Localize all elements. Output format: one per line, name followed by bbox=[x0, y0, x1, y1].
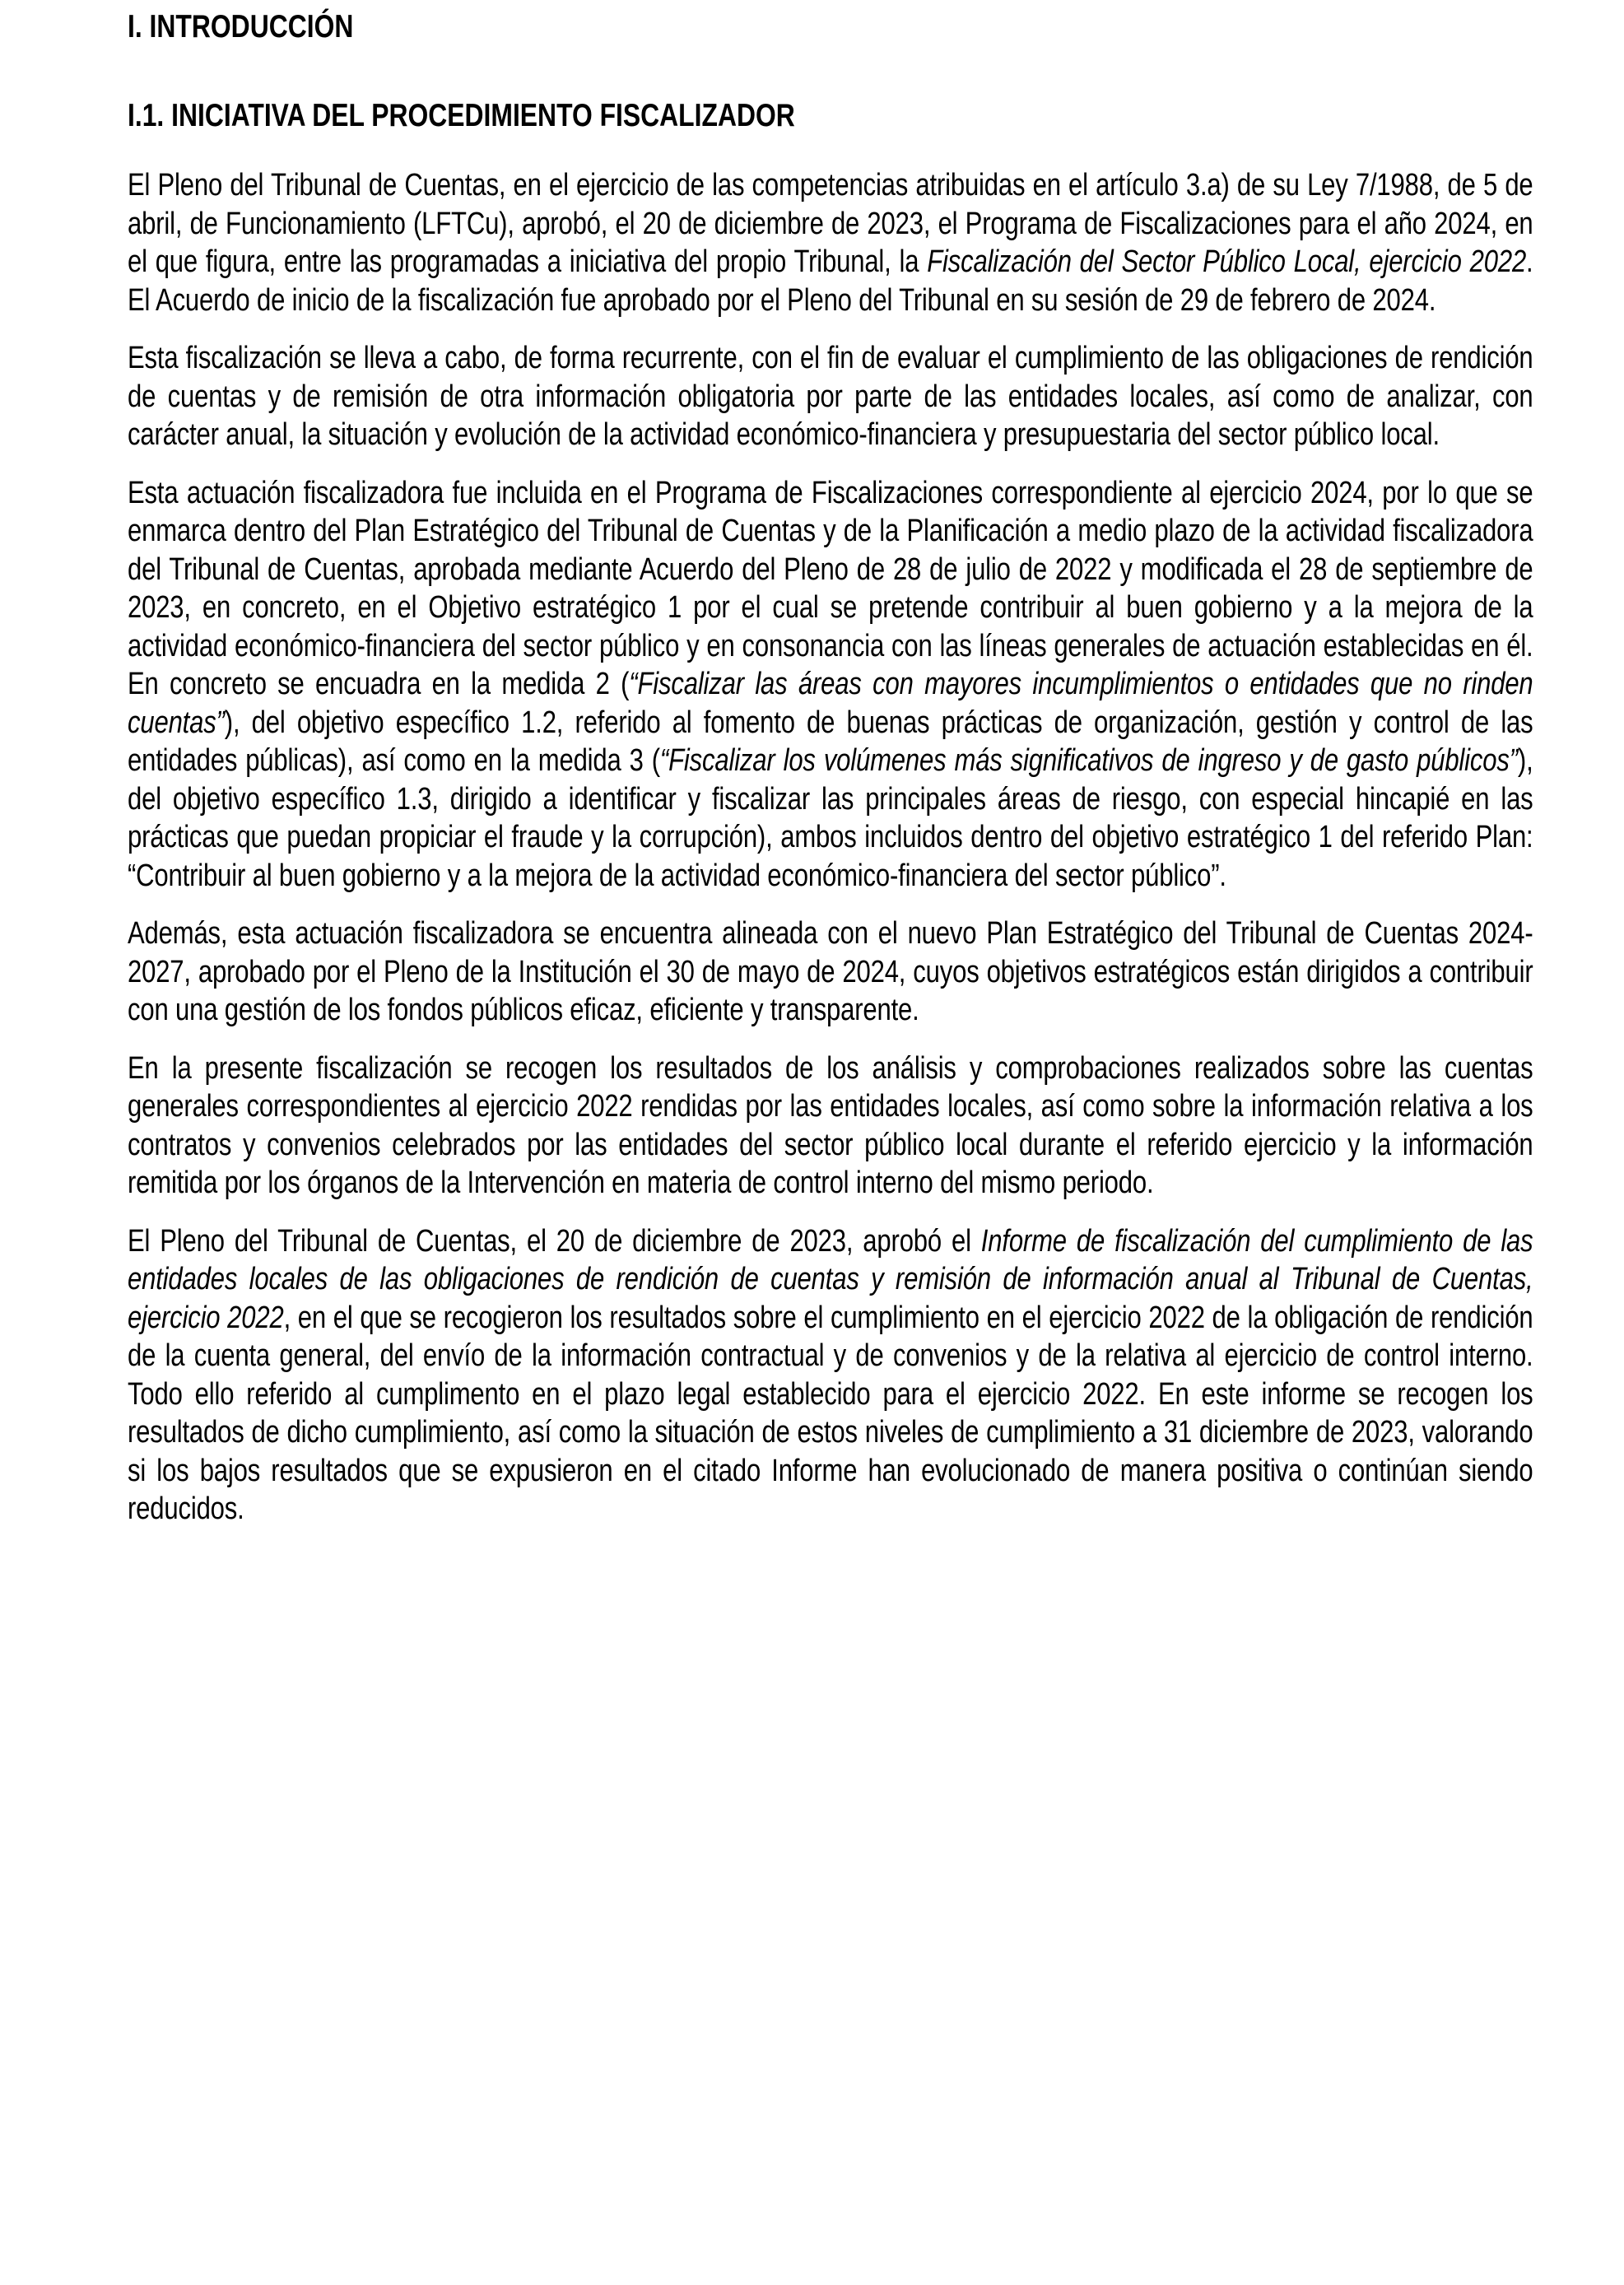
subsection-heading-iniciativa: I.1. INICIATIVA DEL PROCEDIMIENTO FISCALIZADOR bbox=[128, 98, 795, 133]
paragraph-pleno-aprobacion: El Pleno del Tribunal de Cuentas, en el ejercicio de las competencias atribuidas en el artículo 3.a) de su Ley 7/1988, de 5 de abril, de Funcionamiento (LFTCu), aprobó, el 20 de diciembre de 2023, el Programa de Fiscalizaciones para el año 2024, en el que figura, entre las programadas a iniciativa del propio Tribunal, la Fiscalización del Sector Público Local, ejercicio 2022. El Acuerdo de inicio de la fiscalización fue aprobado por el Pleno del Tribunal en su sesión de 29 de febrero de 2024. bbox=[128, 168, 1533, 318]
document-page bbox=[128, 8, 1533, 1548]
paragraph-informe-2023: El Pleno del Tribunal de Cuentas, el 20 de diciembre de 2023, aprobó el Informe de fiscalización del cumplimiento de las entidades locales de las obligaciones de rendición de cuentas y remisión de información anual al Tribunal de Cuentas, ejercicio 2022, en el que se recogieron los resultados sobre el cumplimiento en el ejercicio 2022 de la obligación de rendición de la cuenta general, del envío de la información contractual y de convenios y de la relativa al ejercicio de control interno. Todo ello referido al cumplimento en el plazo legal establecido para el ejercicio 2022. En este informe se recogen los resultados de dicho cumplimiento, así como la situación de estos niveles de cumplimiento a 31 diciembre de 2023, valorando si los bajos resultados que se expusieron en el citado Informe han evolucionado de manera positiva o continúan siendo reducidos. bbox=[128, 1223, 1533, 1526]
paragraph-objeto-fiscalizacion: Esta fiscalización se lleva a cabo, de forma recurrente, con el fin de evaluar el cumplimiento de las obligaciones de rendición de cuentas y de remisión de otra información obligatoria por parte de las entidades locales, así como de analizar, con carácter anual, la situación y evolución de la actividad económico-financiera y presupuestaria del sector público local. bbox=[128, 341, 1533, 452]
paragraph-resultados-analisis: En la presente fiscalización se recogen los resultados de los análisis y comprobaciones realizados sobre las cuentas generales correspondientes al ejercicio 2022 rendidas por las entidades locales, así como sobre la información relativa a los contratos y convenios celebrados por las entidades del sector público local durante el referido ejercicio y la información remitida por los órganos de la Intervención en materia de control interno del mismo periodo. bbox=[128, 1050, 1533, 1200]
paragraph-plan-estrategico-medidas: Esta actuación fiscalizadora fue incluida en el Programa de Fiscalizaciones correspondiente al ejercicio 2024, por lo que se enmarca dentro del Plan Estratégico del Tribunal de Cuentas y de la Planificación a medio plazo de la actividad fiscalizadora del Tribunal de Cuentas, aprobada mediante Acuerdo del Pleno de 28 de julio de 2022 y modificada el 28 de septiembre de 2023, en concreto, en el Objetivo estratégico 1 por el cual se pretende contribuir al buen gobierno y a la mejora de la actividad económico-financiera del sector público y en consonancia con las líneas generales de actuación establecidas en él. En concreto se encuadra en la medida 2 (“Fiscalizar las áreas con mayores incumplimientos o entidades que no rinden cuentas”), del objetivo específico 1.2, referido al fomento de buenas prácticas de organización, gestión y control de las entidades públicas), así como en la medida 3 (“Fiscalizar los volúmenes más significativos de ingreso y de gasto públicos”), del objetivo específico 1.3, dirigido a identificar y fiscalizar las principales áreas de riesgo, con especial hincapié en las prácticas que puedan propiciar el fraude y la corrupción), ambos incluidos dentro del objetivo estratégico 1 del referido Plan: “Contribuir al buen gobierno y a la mejora de la actividad económico-financiera del sector público”. bbox=[128, 475, 1533, 893]
paragraph-plan-2024-2027: Además, esta actuación fiscalizadora se encuentra alineada con el nuevo Plan Estratégico del Tribunal de Cuentas 2024-2027, aprobado por el Pleno de la Institución el 30 de mayo de 2024, cuyos objetivos estratégicos están dirigidos a contribuir con una gestión de los fondos públicos eficaz, eficiente y transparente. bbox=[128, 916, 1533, 1027]
section-heading-introduccion: I. INTRODUCCIÓN bbox=[128, 9, 354, 44]
